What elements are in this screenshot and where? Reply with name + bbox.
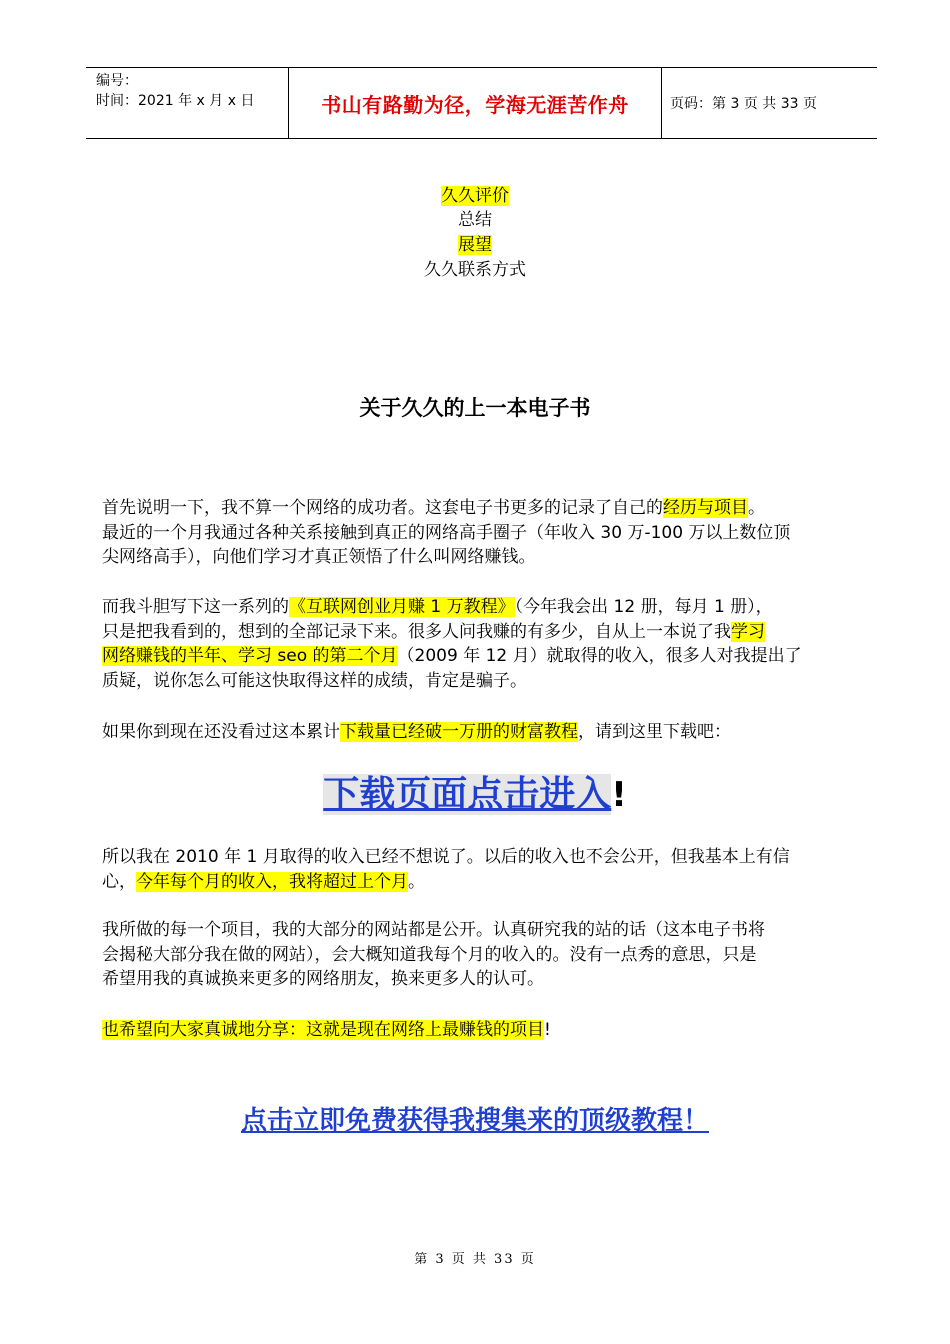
toc-item-outlook: 展望	[458, 235, 492, 255]
header-motto-cell	[288, 68, 662, 138]
paragraph-download-prompt: 如果你到现在还没看过这本累计下载量已经破一万册的财富教程，请到这里下载吧：	[102, 722, 731, 742]
page-header	[86, 67, 877, 139]
paragraph-intro: 首先说明一下，我不算一个网络的成功者。这套电子书更多的记录了自己的经历与项目。 最近的一个月我通过各种关系接触到真正的网络高手圈子（年收入 30 万-100 万以上数位顶 尖网络高手），向他们学习才真正领悟了什么叫网络赚钱。	[102, 498, 791, 567]
header-page-cell	[662, 68, 877, 138]
toc-item-rating: 久久评价	[441, 186, 509, 206]
paragraph-series: 而我斗胆写下这一系列的《互联网创业月赚 1 万教程》（今年我会出 12 册，每月 1 册）， 只是把我看到的，想到的全部记录下来。很多人问我赚的有多少，自从上一本说了我学习 网络赚钱的半年、学习 seo 的第二个月（2009 年 12 月）就取得的收入，很多人对我提出了 质疑，说你怎么可能这快取得这样的成绩，肯定是骗子。	[102, 597, 802, 691]
free-tutorial-link[interactable]: 点击立即免费获得我搜集来的顶级教程！	[240, 1106, 709, 1136]
paragraph-income: 所以我在 2010 年 1 月取得的收入已经不想说了。以后的收入也不会公开，但我基本上有信 心，今年每个月的收入，我将超过上个月。	[102, 847, 790, 892]
paragraph-share: 也希望向大家真诚地分享：这就是现在网络上最赚钱的项目!	[102, 1020, 551, 1040]
toc-item-contact: 久久联系方式	[424, 260, 526, 280]
download-page-link[interactable]: 下载页面点击进入	[323, 774, 612, 815]
download-bang: !	[611, 775, 627, 815]
header-meta	[86, 68, 288, 138]
paragraph-projects: 我所做的每一个项目，我的大部分的网站都是公开。认真研究我的站的话（这本电子书将 会揭秘大部分我在做的网站），会大概知道我每个月的收入的。没有一点秀的意思，只是 希望用我的真诚换来更多的网络朋友，换来更多人的认可。	[102, 920, 765, 989]
serial-label: 编号：	[96, 73, 138, 89]
time-label: 时间：2021 年 x 月 x 日	[96, 93, 255, 109]
download-link-row	[0, 766, 950, 817]
header-motto: 书山有路勤为径，学海无涯苦作舟	[321, 92, 629, 117]
tutorial-link-row	[0, 1100, 950, 1137]
header-page-info: 页码：第 3 页 共 33 页	[670, 96, 817, 112]
page-footer: 第 3 页 共 33 页	[414, 1252, 536, 1267]
toc-item-summary: 总结	[458, 210, 492, 230]
section-title: 关于久久的上一本电子书	[359, 396, 591, 420]
